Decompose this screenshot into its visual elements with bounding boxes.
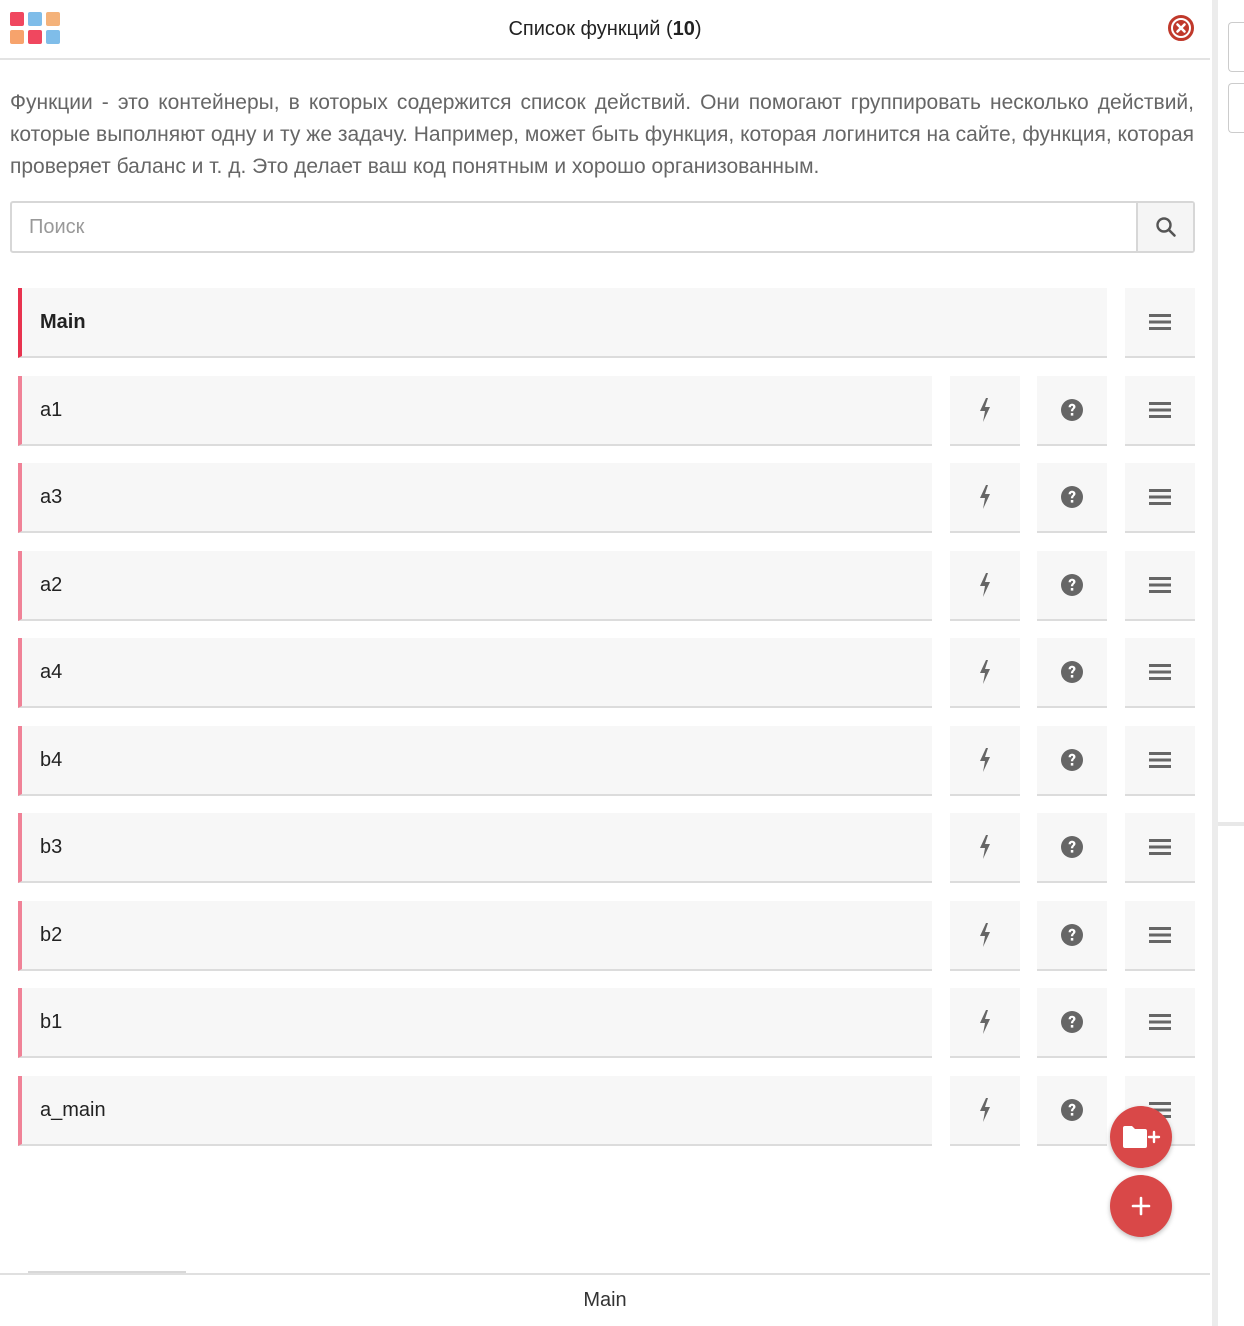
grid-cell — [46, 12, 60, 26]
help-button[interactable] — [1037, 376, 1107, 446]
help-button[interactable] — [1037, 988, 1107, 1058]
side-panel-button[interactable] — [1228, 83, 1244, 133]
search-button[interactable] — [1136, 203, 1193, 251]
help-button[interactable] — [1037, 463, 1107, 533]
bolt-icon — [977, 397, 993, 423]
run-button[interactable] — [950, 376, 1020, 446]
bolt-icon — [977, 747, 993, 773]
function-name[interactable]: b3 — [18, 813, 932, 883]
help-button[interactable] — [1037, 726, 1107, 796]
bolt-icon — [977, 1097, 993, 1123]
run-button[interactable] — [950, 463, 1020, 533]
function-name[interactable]: a_main — [18, 1076, 932, 1146]
question-circle-icon — [1060, 1098, 1084, 1122]
run-button[interactable] — [950, 726, 1020, 796]
page-title: Список функций (10) — [508, 17, 702, 40]
menu-icon — [1148, 575, 1172, 595]
title-text: Список функций — [508, 17, 661, 40]
bolt-icon — [977, 572, 993, 598]
function-name[interactable]: a3 — [18, 463, 932, 533]
run-button[interactable] — [950, 901, 1020, 971]
question-circle-icon — [1060, 748, 1084, 772]
menu-icon — [1148, 662, 1172, 682]
run-button[interactable] — [950, 988, 1020, 1058]
menu-button[interactable] — [1125, 463, 1195, 533]
function-row — [18, 638, 1195, 708]
question-circle-icon — [1060, 835, 1084, 859]
menu-icon — [1148, 312, 1172, 332]
grid-cell — [28, 30, 42, 44]
function-row — [18, 813, 1195, 883]
close-circle-icon[interactable] — [1167, 14, 1195, 42]
menu-button[interactable] — [1125, 901, 1195, 971]
function-name[interactable]: a1 — [18, 376, 932, 446]
menu-icon — [1148, 1012, 1172, 1032]
bolt-icon — [977, 834, 993, 860]
help-button[interactable] — [1037, 638, 1107, 708]
search-bar — [10, 201, 1195, 253]
footer-tab-bar — [0, 1273, 1210, 1326]
help-button[interactable] — [1037, 813, 1107, 883]
app-grid-icon[interactable] — [10, 12, 60, 44]
function-name[interactable]: b1 — [18, 988, 932, 1058]
help-button[interactable] — [1037, 551, 1107, 621]
run-button[interactable] — [950, 638, 1020, 708]
plus-icon — [1130, 1195, 1152, 1217]
grid-cell — [28, 12, 42, 26]
function-row — [18, 901, 1195, 971]
menu-icon — [1148, 837, 1172, 857]
function-row-main — [18, 288, 1195, 358]
function-row — [18, 988, 1195, 1058]
menu-button[interactable] — [1125, 813, 1195, 883]
function-row — [18, 1076, 1195, 1146]
menu-button[interactable] — [1125, 726, 1195, 796]
menu-icon — [1148, 400, 1172, 420]
grid-cell — [10, 12, 24, 26]
tab-main[interactable]: Main — [583, 1289, 627, 1311]
menu-button[interactable] — [1125, 988, 1195, 1058]
menu-button[interactable] — [1125, 551, 1195, 621]
bolt-icon — [977, 1009, 993, 1035]
description: Функции - это контейнеры, в которых содержится список действий. Они помогают группировать несколько действий, которые выполняют одну и ту же задачу. Например, может быть функция, которая логинится на сайте, функция, которая проверяет баланс и т. д. Это делает ваш код понятным и хорошо организованным. — [10, 91, 1194, 178]
grid-cell — [10, 30, 24, 44]
add-folder-icon — [1121, 1124, 1161, 1150]
divider — [1212, 0, 1218, 1326]
run-button[interactable] — [950, 813, 1020, 883]
menu-icon — [1148, 925, 1172, 945]
function-row — [18, 551, 1195, 621]
menu-icon — [1148, 487, 1172, 507]
menu-icon — [1148, 750, 1172, 770]
header — [0, 0, 1210, 60]
help-button[interactable] — [1037, 901, 1107, 971]
bolt-icon — [977, 922, 993, 948]
function-row — [18, 376, 1195, 446]
function-name[interactable]: a2 — [18, 551, 932, 621]
question-circle-icon — [1060, 1010, 1084, 1034]
question-circle-icon — [1060, 923, 1084, 947]
menu-button[interactable] — [1125, 638, 1195, 708]
grid-cell — [46, 30, 60, 44]
function-name[interactable]: Main — [18, 288, 1107, 358]
function-count: 10 — [672, 17, 695, 40]
question-circle-icon — [1060, 398, 1084, 422]
question-circle-icon — [1060, 485, 1084, 509]
search-icon — [1155, 216, 1177, 238]
function-row — [18, 463, 1195, 533]
function-name[interactable]: b2 — [18, 901, 932, 971]
run-button[interactable] — [950, 1076, 1020, 1146]
function-name[interactable]: b4 — [18, 726, 932, 796]
bolt-icon — [977, 484, 993, 510]
search-input[interactable] — [12, 203, 1136, 251]
divider — [1218, 822, 1244, 826]
menu-button[interactable] — [1125, 288, 1195, 358]
function-row — [18, 726, 1195, 796]
run-button[interactable] — [950, 551, 1020, 621]
bolt-icon — [977, 659, 993, 685]
add-function-button[interactable] — [1110, 1175, 1172, 1237]
side-strip — [1210, 0, 1244, 1326]
add-folder-button[interactable] — [1110, 1106, 1172, 1168]
function-name[interactable]: a4 — [18, 638, 932, 708]
menu-button[interactable] — [1125, 376, 1195, 446]
question-circle-icon — [1060, 573, 1084, 597]
question-circle-icon — [1060, 660, 1084, 684]
side-panel-button[interactable] — [1228, 22, 1244, 72]
help-button[interactable] — [1037, 1076, 1107, 1146]
